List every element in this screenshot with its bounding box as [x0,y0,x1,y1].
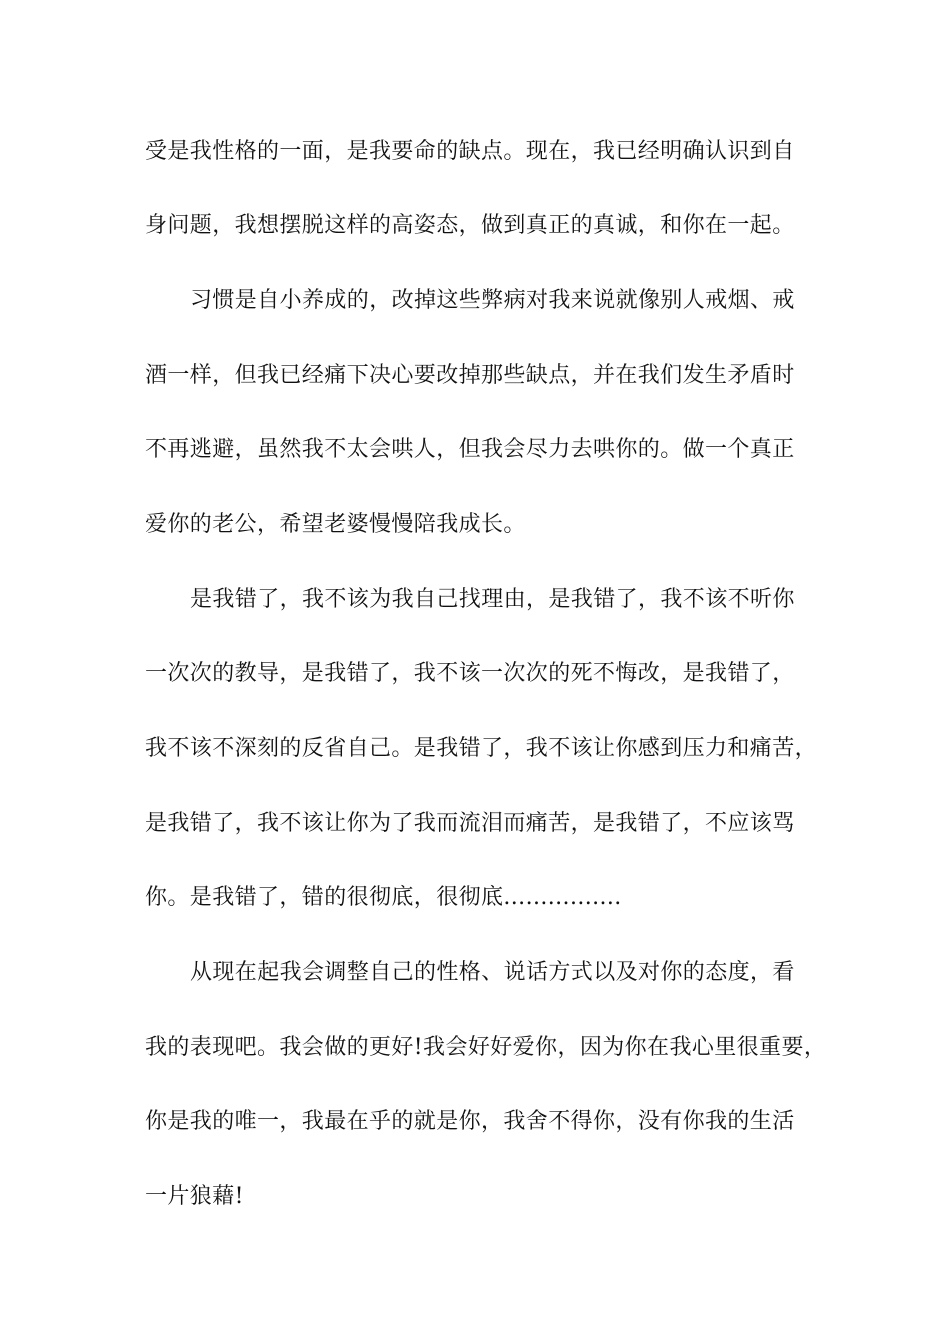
text-line: 你。是我错了，错的很彻底，很彻底................ [145,885,622,910]
text-line: 你是我的唯一，我最在乎的就是你，我舍不得你，没有你我的生活 [145,1109,795,1134]
text-line: 我的表现吧。我会做的更好!我会好好爱你，因为你在我心里很重要， [145,1035,827,1060]
text-line: 身问题，我想摆脱这样的高姿态，做到真正的真诚，和你在一起。 [145,213,795,238]
paragraph-first-line: 习惯是自小养成的，改掉这些弊病对我来说就像别人戒烟、戒 [190,288,795,313]
text-line: 我不该不深刻的反省自己。是我错了，我不该让你感到压力和痛苦， [145,736,818,761]
text-line: 受是我性格的一面，是我要命的缺点。现在，我已经明确认识到自 [145,139,795,164]
paragraph-first-line: 是我错了，我不该为我自己找理由，是我错了，我不该不听你 [190,587,795,612]
text-line: 不再逃避，虽然我不太会哄人，但我会尽力去哄你的。做一个真正 [145,437,795,462]
text-line: 一片狼藉! [145,1184,244,1209]
text-line: 爱你的老公，希望老婆慢慢陪我成长。 [145,512,526,537]
text-line: 是我错了，我不该让你为了我而流泪而痛苦，是我错了，不应该骂 [145,811,795,836]
text-line: 一次次的教导，是我错了，我不该一次次的死不悔改，是我错了， [145,661,795,686]
paragraph-first-line: 从现在起我会调整自己的性格、说话方式以及对你的态度，看 [190,960,795,985]
text-line: 酒一样，但我已经痛下决心要改掉那些缺点，并在我们发生矛盾时 [145,363,795,388]
